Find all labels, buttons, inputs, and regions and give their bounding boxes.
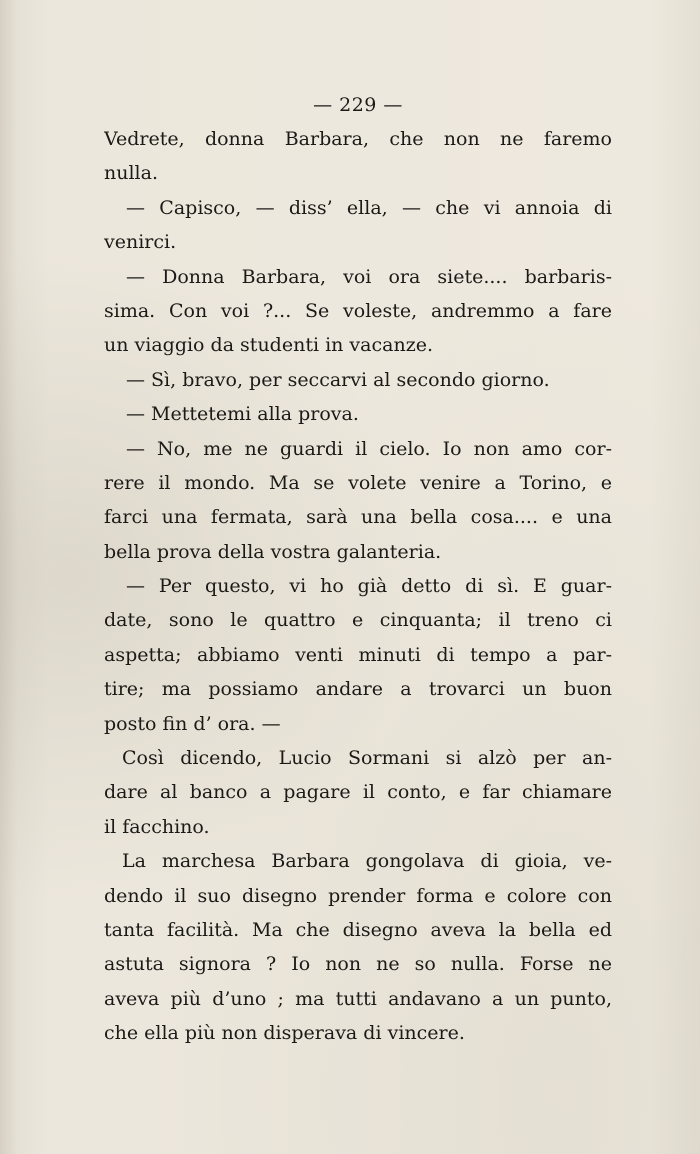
- text-line: venirci.: [104, 231, 177, 254]
- text-line: farci una fermata, sarà una bella cosa.... e una: [104, 506, 612, 529]
- text-line: sima. Con voi ?... Se voleste, andremmo a fare: [104, 299, 612, 322]
- text-line: un viaggio da studenti in vacanze.: [104, 334, 433, 357]
- text-line: astuta signora ? Io non ne so nulla. Forse ne: [104, 953, 612, 976]
- text-line: aspetta; abbiamo venti minuti di tempo a par-: [104, 643, 612, 666]
- page-text: [104, 88, 612, 1051]
- text-line: dendo il suo disegno prender forma e colore con: [104, 884, 612, 907]
- text-line: tanta facilità. Ma che disegno aveva la bella ed: [104, 918, 612, 941]
- text-line: date, sono le quattro e cinquanta; il treno ci: [104, 609, 612, 632]
- text-line: il facchino.: [104, 815, 210, 838]
- text-line: La marchesa Barbara gongolava di gioia, ve-: [122, 850, 612, 873]
- text-line: — Mettetemi alla prova.: [126, 403, 359, 426]
- page-number: — 229 —: [313, 94, 403, 116]
- text-line: aveva più d’uno ; ma tutti andavano a un punto,: [104, 987, 612, 1010]
- text-line: dare al banco a pagare il conto, e far chiamare: [104, 781, 612, 804]
- text-line: nulla.: [104, 162, 158, 185]
- text-line: bella prova della vostra galanteria.: [104, 540, 442, 563]
- text-line: tire; ma possiamo andare a trovarci un buon: [104, 678, 612, 701]
- text-line: — No, me ne guardi il cielo. Io non amo cor-: [126, 437, 612, 460]
- text-line: che ella più non disperava di vincere.: [104, 1022, 465, 1045]
- text-line: — Sì, bravo, per seccarvi al secondo giorno.: [126, 368, 550, 391]
- text-line: rere il mondo. Ma se volete venire a Torino, e: [104, 471, 612, 494]
- text-line: — Donna Barbara, voi ora siete.... barbaris-: [126, 265, 612, 288]
- text-line: — Capisco, — diss’ ella, — che vi annoia di: [126, 196, 612, 219]
- text-line: posto fin d’ ora. —: [104, 712, 281, 735]
- text-line: Così dicendo, Lucio Sormani si alzò per an-: [122, 747, 612, 770]
- text-line: Vedrete, donna Barbara, che non ne faremo: [104, 128, 612, 150]
- text-line: — Per questo, vi ho già detto di sì. E guar-: [126, 575, 612, 598]
